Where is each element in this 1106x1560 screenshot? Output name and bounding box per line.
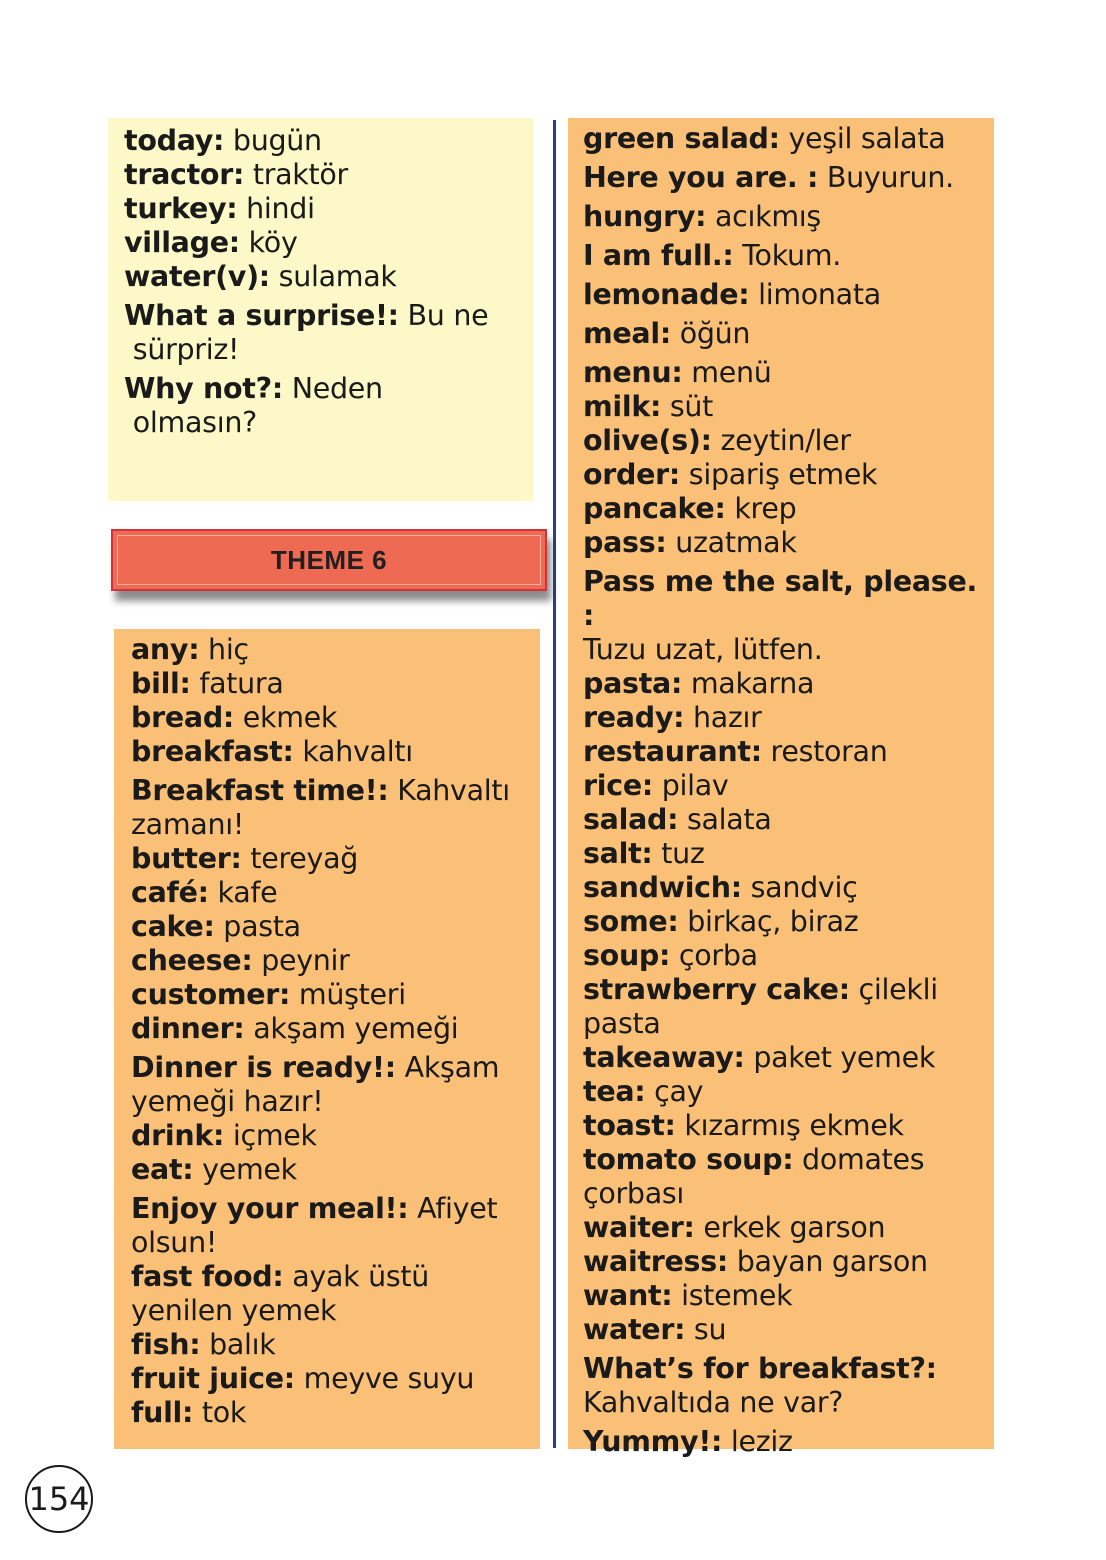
vocabulary-term: tomato soup: [583, 1143, 794, 1176]
vocabulary-entry [583, 871, 994, 905]
vocabulary-definition: uzatmak [666, 526, 797, 559]
vocabulary-definition: süt [661, 390, 714, 423]
vocabulary-entry [583, 356, 994, 390]
vocabulary-entry [124, 192, 533, 226]
vocabulary-definition: çorba [670, 939, 758, 972]
vocabulary-entry [131, 910, 540, 944]
vocabulary-entry [583, 735, 994, 769]
vocabulary-term: cake: [131, 910, 215, 943]
vocabulary-box-right [568, 118, 994, 1458]
vocabulary-term: today: [124, 124, 225, 157]
vocabulary-term: What’s for breakfast?: [583, 1352, 937, 1385]
vocabulary-definition: balık [200, 1328, 276, 1361]
vocabulary-definition: hazır [684, 701, 762, 734]
vocabulary-definition: tok [193, 1396, 247, 1429]
vocabulary-term: menu: [583, 356, 683, 389]
vocabulary-entry [131, 978, 540, 1012]
vocabulary-entry [131, 1153, 540, 1187]
vocabulary-entry [131, 701, 540, 735]
vocabulary-term: green salad: [583, 122, 780, 155]
vocabulary-entry [583, 424, 994, 458]
vocabulary-definition: bayan garson [727, 1245, 928, 1278]
vocabulary-definition: Tuzu uzat, lütfen. [583, 633, 823, 666]
vocabulary-definition: müşteri [290, 978, 406, 1011]
vocabulary-term: hungry: [583, 200, 707, 233]
vocabulary-definition: akşam yemeği [244, 1012, 459, 1045]
vocabulary-entry [131, 876, 540, 910]
vocabulary-definition: kahvaltı [293, 735, 413, 768]
vocabulary-definition: tereyağ [241, 842, 359, 875]
vocabulary-definition: öğün [670, 317, 751, 350]
vocabulary-term: salad: [583, 803, 679, 836]
theme-banner-label: THEME 6 [270, 544, 388, 575]
vocabulary-definition: menü [682, 356, 772, 389]
vocabulary-box-top-left [108, 118, 533, 501]
vocabulary-term: Pass me the salt, please. : [583, 565, 987, 632]
vocabulary-definition: Afiyet olsun! [131, 1192, 498, 1259]
vocabulary-box-theme-6 [114, 629, 540, 1449]
vocabulary-entry [583, 1143, 994, 1211]
vocabulary-entry [131, 667, 540, 701]
vocabulary-definition: traktör [244, 158, 348, 191]
vocabulary-term: Enjoy your meal!: [131, 1192, 409, 1225]
vocabulary-definition: Kahvaltıda ne var? [583, 1386, 844, 1419]
vocabulary-term: ready: [583, 701, 685, 734]
vocabulary-term: village: [124, 226, 240, 259]
vocabulary-definition: meyve suyu [294, 1362, 475, 1395]
theme-banner [111, 529, 547, 591]
vocabulary-entry [131, 1192, 540, 1260]
vocabulary-definition: restoran [761, 735, 888, 768]
vocabulary-term: café: [131, 876, 209, 909]
vocabulary-term: fruit juice: [131, 1362, 295, 1395]
vocabulary-definition: acıkmış [706, 200, 821, 233]
vocabulary-term: Dinner is ready!: [131, 1051, 396, 1084]
vocabulary-term: waiter: [583, 1211, 695, 1244]
page-number: 154 [25, 1465, 93, 1533]
vocabulary-term: restaurant: [583, 735, 762, 768]
vocabulary-term: some: [583, 905, 679, 938]
vocabulary-term: want: [583, 1279, 673, 1312]
vocabulary-entry [583, 122, 994, 156]
vocabulary-definition: ayak üstü yenilen yemek [131, 1260, 430, 1327]
vocabulary-entry [124, 158, 533, 192]
vocabulary-definition: sipariş etmek [680, 458, 878, 491]
vocabulary-definition: Akşam yemeği hazır! [131, 1051, 500, 1118]
vocabulary-term: salt: [583, 837, 653, 870]
vocabulary-definition: Tokum. [733, 239, 842, 272]
vocabulary-term: Breakfast time!: [131, 774, 389, 807]
vocabulary-entry [583, 200, 994, 234]
vocabulary-entry [131, 1362, 540, 1396]
vocabulary-definition: kafe [208, 876, 278, 909]
vocabulary-term: pass: [583, 526, 667, 559]
vocabulary-definition: bugün [224, 124, 322, 157]
vocabulary-definition: kızarmış ekmek [675, 1109, 904, 1142]
vocabulary-definition: birkaç, biraz [678, 905, 859, 938]
vocabulary-definition: salata [678, 803, 772, 836]
vocabulary-term: pasta: [583, 667, 683, 700]
vocabulary-entry [131, 1396, 540, 1430]
vocabulary-term: full: [131, 1396, 194, 1429]
vocabulary-entry [583, 565, 994, 667]
vocabulary-entry [583, 239, 994, 273]
vocabulary-definition: ekmek [234, 701, 338, 734]
vocabulary-term: I am full.: [583, 239, 734, 272]
vocabulary-definition: su [685, 1313, 727, 1346]
vocabulary-term: pancake: [583, 492, 726, 525]
vocabulary-entry [124, 260, 533, 294]
vocabulary-term: water: [583, 1313, 686, 1346]
vocabulary-term: meal: [583, 317, 671, 350]
vocabulary-term: What a surprise!: [124, 299, 399, 332]
vocabulary-entry [583, 905, 994, 939]
vocabulary-entry [583, 1211, 994, 1245]
vocabulary-entry [583, 701, 994, 735]
vocabulary-definition: tuz [652, 837, 705, 870]
vocabulary-entry [583, 1075, 994, 1109]
vocabulary-entry [583, 278, 994, 312]
vocabulary-term: toast: [583, 1109, 676, 1142]
vocabulary-term: drink: [131, 1119, 225, 1152]
vocabulary-term: tractor: [124, 158, 245, 191]
vocabulary-term: customer: [131, 978, 291, 1011]
vocabulary-term: strawberry cake: [583, 973, 850, 1006]
vocabulary-entry [583, 1245, 994, 1279]
vocabulary-entry [131, 1119, 540, 1153]
vocabulary-term: breakfast: [131, 735, 294, 768]
vocabulary-term: olive(s): [583, 424, 712, 457]
vocabulary-entry [583, 1279, 994, 1313]
vocabulary-entry [583, 458, 994, 492]
vocabulary-definition: çilekli pasta [583, 973, 938, 1040]
vocabulary-entry [583, 492, 994, 526]
vocabulary-entry [131, 1328, 540, 1362]
vocabulary-definition: yeşil salata [779, 122, 946, 155]
vocabulary-term: turkey: [124, 192, 238, 225]
vocabulary-entry [583, 390, 994, 424]
vocabulary-definition: makarna [682, 667, 815, 700]
vocabulary-term: dinner: [131, 1012, 245, 1045]
vocabulary-entry [583, 317, 994, 351]
vocabulary-entry [583, 1352, 994, 1420]
vocabulary-definition: zeytin/ler [711, 424, 851, 457]
vocabulary-definition: krep [725, 492, 797, 525]
vocabulary-entry [131, 1260, 540, 1328]
vocabulary-term: sandwich: [583, 871, 742, 904]
vocabulary-term: takeaway: [583, 1041, 745, 1074]
vocabulary-entry [583, 803, 994, 837]
vocabulary-definition: sulamak [269, 260, 397, 293]
vocabulary-term: order: [583, 458, 681, 491]
vocabulary-definition: erkek garson [694, 1211, 886, 1244]
vocabulary-entry [583, 1425, 994, 1459]
vocabulary-term: waitress: [583, 1245, 728, 1278]
vocabulary-term: bread: [131, 701, 235, 734]
vocabulary-term: Here you are. : [583, 161, 819, 194]
vocabulary-term: rice: [583, 769, 653, 802]
vocabulary-term: any: [131, 633, 200, 666]
vocabulary-definition: istemek [672, 1279, 793, 1312]
vocabulary-term: eat: [131, 1153, 194, 1186]
vocabulary-entry [583, 769, 994, 803]
vocabulary-definition: çay [645, 1075, 704, 1108]
vocabulary-term: bill: [131, 667, 191, 700]
vocabulary-definition: fatura [190, 667, 284, 700]
vocabulary-definition: peynir [252, 944, 350, 977]
vocabulary-entry [583, 161, 994, 195]
vocabulary-entry [131, 735, 540, 769]
vocabulary-entry [583, 939, 994, 973]
vocabulary-entry [131, 774, 540, 842]
vocabulary-definition: leziz [722, 1425, 793, 1458]
vocabulary-term: tea: [583, 1075, 646, 1108]
vocabulary-term: milk: [583, 390, 662, 423]
vocabulary-entry [583, 1109, 994, 1143]
vocabulary-term: lemonade: [583, 278, 750, 311]
vocabulary-definition: köy [239, 226, 298, 259]
vocabulary-term: water(v): [124, 260, 270, 293]
vocabulary-definition: paket yemek [744, 1041, 936, 1074]
vocabulary-entry [124, 226, 533, 260]
vocabulary-definition: pasta [214, 910, 301, 943]
vocabulary-entry [131, 1051, 540, 1119]
vocabulary-term: fish: [131, 1328, 201, 1361]
vocabulary-entry [583, 667, 994, 701]
vocabulary-definition: Neden olmasın? [132, 372, 383, 439]
vocabulary-definition: limonata [749, 278, 881, 311]
vocabulary-entry [583, 973, 994, 1041]
vocabulary-definition: hiç [199, 633, 249, 666]
vocabulary-entry [124, 299, 533, 367]
vocabulary-term: fast food: [131, 1260, 284, 1293]
vocabulary-term: Why not?: [124, 372, 283, 405]
vocabulary-entry [131, 633, 540, 667]
vocabulary-definition: Kahvaltı zamanı! [131, 774, 510, 841]
vocabulary-definition: sandviç [741, 871, 858, 904]
vocabulary-definition: domates çorbası [583, 1143, 925, 1210]
vocabulary-definition: yemek [193, 1153, 297, 1186]
vocabulary-entry [131, 842, 540, 876]
vocabulary-definition: içmek [224, 1119, 317, 1152]
vocabulary-entry [583, 526, 994, 560]
vocabulary-entry [131, 1012, 540, 1046]
vocabulary-entry [583, 837, 994, 871]
vocabulary-term: cheese: [131, 944, 253, 977]
vocabulary-definition: Bu ne sürpriz! [132, 299, 489, 366]
vocabulary-entry [583, 1313, 994, 1347]
vocabulary-term: soup: [583, 939, 671, 972]
column-divider [553, 120, 556, 1448]
vocabulary-definition: Buyurun. [818, 161, 954, 194]
vocabulary-entry [124, 372, 533, 440]
vocabulary-term: Yummy!: [583, 1425, 723, 1458]
vocabulary-entry [131, 944, 540, 978]
vocabulary-entry [583, 1041, 994, 1075]
vocabulary-definition: pilav [652, 769, 729, 802]
vocabulary-entry [124, 124, 533, 158]
vocabulary-term: butter: [131, 842, 242, 875]
vocabulary-definition: hindi [237, 192, 315, 225]
